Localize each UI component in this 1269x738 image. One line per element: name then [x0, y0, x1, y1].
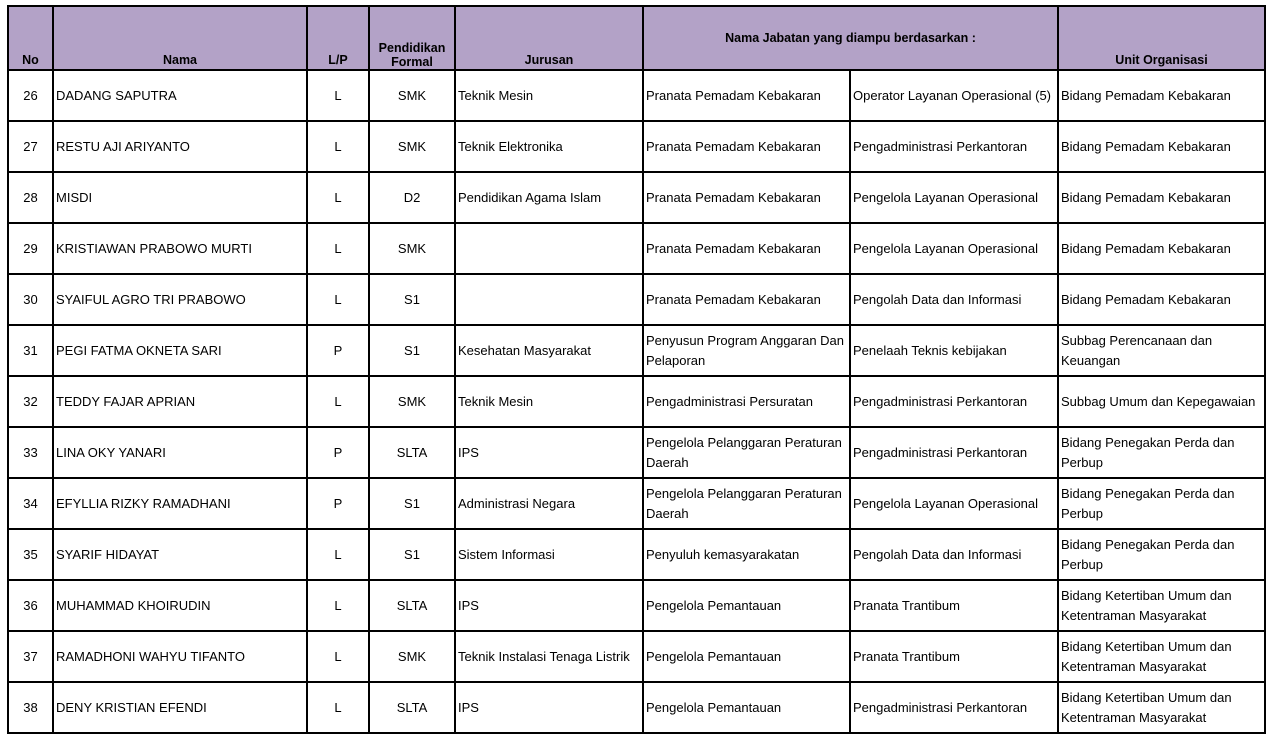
cell-jurusan: Pendidikan Agama Islam: [455, 172, 643, 223]
cell-jabatan-2: Pengolah Data dan Informasi: [850, 274, 1058, 325]
cell-lp: L: [307, 70, 369, 121]
table-row: [8, 682, 1265, 733]
cell-pendidikan: SMK: [369, 223, 455, 274]
cell-jabatan-1: Penyuluh kemasyarakatan: [643, 529, 850, 580]
cell-nama: SYARIF HIDAYAT: [53, 529, 307, 580]
cell-no: 30: [8, 274, 53, 325]
cell-lp: L: [307, 223, 369, 274]
cell-jabatan-1: Pranata Pemadam Kebakaran: [643, 70, 850, 121]
cell-jabatan-1: Pengelola Pelanggaran Peraturan Daerah: [643, 427, 850, 478]
cell-jabatan-2: Pranata Trantibum: [850, 631, 1058, 682]
cell-nama: PEGI FATMA OKNETA SARI: [53, 325, 307, 376]
cell-unit: Bidang Ketertiban Umum dan Ketentraman Masyarakat: [1058, 682, 1265, 733]
cell-jurusan: IPS: [455, 427, 643, 478]
cell-jabatan-2: Pengadministrasi Perkantoran: [850, 427, 1058, 478]
cell-jurusan: IPS: [455, 682, 643, 733]
header-nama: Nama: [53, 6, 307, 70]
cell-no: 31: [8, 325, 53, 376]
cell-jabatan-1: Pranata Pemadam Kebakaran: [643, 274, 850, 325]
table-row: [8, 121, 1265, 172]
cell-jabatan-2: Pengadministrasi Perkantoran: [850, 121, 1058, 172]
header-pendidikan: [369, 6, 455, 70]
cell-unit: Bidang Pemadam Kebakaran: [1058, 70, 1265, 121]
header-lp: L/P: [307, 6, 369, 70]
table-row: [8, 529, 1265, 580]
cell-nama: RESTU AJI ARIYANTO: [53, 121, 307, 172]
cell-no: 32: [8, 376, 53, 427]
cell-no: 29: [8, 223, 53, 274]
cell-pendidikan: S1: [369, 325, 455, 376]
table-row: [8, 580, 1265, 631]
cell-unit: Bidang Ketertiban Umum dan Ketentraman Masyarakat: [1058, 631, 1265, 682]
cell-unit: Subbag Perencanaan dan Keuangan: [1058, 325, 1265, 376]
cell-jabatan-2: Pengelola Layanan Operasional: [850, 478, 1058, 529]
cell-jabatan-1: Pranata Pemadam Kebakaran: [643, 172, 850, 223]
cell-pendidikan: S1: [369, 529, 455, 580]
cell-jurusan: Sistem Informasi: [455, 529, 643, 580]
cell-jurusan: IPS: [455, 580, 643, 631]
cell-pendidikan: S1: [369, 478, 455, 529]
cell-unit: Bidang Ketertiban Umum dan Ketentraman Masyarakat: [1058, 580, 1265, 631]
cell-jabatan-2: Operator Layanan Operasional (5): [850, 70, 1058, 121]
table-body: [8, 70, 1265, 733]
cell-jurusan: Administrasi Negara: [455, 478, 643, 529]
cell-jabatan-2: Pengelola Layanan Operasional: [850, 223, 1058, 274]
cell-jabatan-1: Pengadministrasi Persuratan: [643, 376, 850, 427]
cell-jabatan-1: Pranata Pemadam Kebakaran: [643, 223, 850, 274]
cell-nama: MISDI: [53, 172, 307, 223]
cell-pendidikan: SLTA: [369, 427, 455, 478]
table-row: [8, 70, 1265, 121]
table-row: [8, 478, 1265, 529]
table-row: [8, 325, 1265, 376]
cell-jabatan-2: Pengolah Data dan Informasi: [850, 529, 1058, 580]
cell-pendidikan: SMK: [369, 631, 455, 682]
cell-no: 35: [8, 529, 53, 580]
header-no: No: [8, 6, 53, 70]
cell-jabatan-2: Pengadministrasi Perkantoran: [850, 682, 1058, 733]
cell-jabatan-2: Pengelola Layanan Operasional: [850, 172, 1058, 223]
cell-no: 28: [8, 172, 53, 223]
table-header: [8, 6, 1265, 70]
cell-lp: L: [307, 682, 369, 733]
cell-no: 27: [8, 121, 53, 172]
cell-pendidikan: SMK: [369, 376, 455, 427]
cell-no: 34: [8, 478, 53, 529]
cell-lp: L: [307, 580, 369, 631]
cell-jurusan: Teknik Elektronika: [455, 121, 643, 172]
cell-jurusan: Teknik Mesin: [455, 70, 643, 121]
cell-jurusan: [455, 274, 643, 325]
cell-unit: Bidang Pemadam Kebakaran: [1058, 274, 1265, 325]
table-row: [8, 172, 1265, 223]
cell-unit: Bidang Penegakan Perda dan Perbup: [1058, 427, 1265, 478]
cell-jabatan-1: Pengelola Pelanggaran Peraturan Daerah: [643, 478, 850, 529]
cell-unit: Bidang Pemadam Kebakaran: [1058, 121, 1265, 172]
cell-no: 36: [8, 580, 53, 631]
cell-unit: Subbag Umum dan Kepegawaian: [1058, 376, 1265, 427]
cell-no: 37: [8, 631, 53, 682]
cell-jabatan-1: Penyusun Program Anggaran Dan Pelaporan: [643, 325, 850, 376]
cell-no: 33: [8, 427, 53, 478]
cell-jurusan: Teknik Instalasi Tenaga Listrik: [455, 631, 643, 682]
cell-lp: L: [307, 529, 369, 580]
employee-table: [7, 5, 1266, 734]
cell-pendidikan: SMK: [369, 121, 455, 172]
cell-nama: DADANG SAPUTRA: [53, 70, 307, 121]
cell-jabatan-2: Penelaah Teknis kebijakan: [850, 325, 1058, 376]
cell-nama: LINA OKY YANARI: [53, 427, 307, 478]
cell-nama: KRISTIAWAN PRABOWO MURTI: [53, 223, 307, 274]
table-row: [8, 427, 1265, 478]
header-jurusan: Jurusan: [455, 6, 643, 70]
cell-lp: L: [307, 376, 369, 427]
cell-lp: L: [307, 172, 369, 223]
cell-unit: Bidang Penegakan Perda dan Perbup: [1058, 529, 1265, 580]
cell-nama: DENY KRISTIAN EFENDI: [53, 682, 307, 733]
cell-lp: P: [307, 478, 369, 529]
cell-unit: Bidang Pemadam Kebakaran: [1058, 172, 1265, 223]
cell-pendidikan: SLTA: [369, 682, 455, 733]
cell-jurusan: Teknik Mesin: [455, 376, 643, 427]
cell-jurusan: Kesehatan Masyarakat: [455, 325, 643, 376]
cell-jabatan-1: Pranata Pemadam Kebakaran: [643, 121, 850, 172]
table-row: [8, 631, 1265, 682]
cell-pendidikan: D2: [369, 172, 455, 223]
cell-jabatan-1: Pengelola Pemantauan: [643, 580, 850, 631]
cell-jabatan-2: Pengadministrasi Perkantoran: [850, 376, 1058, 427]
cell-lp: L: [307, 121, 369, 172]
cell-jurusan: [455, 223, 643, 274]
cell-no: 26: [8, 70, 53, 121]
cell-unit: Bidang Pemadam Kebakaran: [1058, 223, 1265, 274]
cell-unit: Bidang Penegakan Perda dan Perbup: [1058, 478, 1265, 529]
cell-lp: L: [307, 631, 369, 682]
cell-pendidikan: SLTA: [369, 580, 455, 631]
cell-no: 38: [8, 682, 53, 733]
cell-nama: TEDDY FAJAR APRIAN: [53, 376, 307, 427]
cell-jabatan-1: Pengelola Pemantauan: [643, 631, 850, 682]
table-row: [8, 274, 1265, 325]
table-row: [8, 376, 1265, 427]
cell-nama: SYAIFUL AGRO TRI PRABOWO: [53, 274, 307, 325]
table-row: [8, 223, 1265, 274]
cell-nama: EFYLLIA RIZKY RAMADHANI: [53, 478, 307, 529]
cell-nama: RAMADHONI WAHYU TIFANTO: [53, 631, 307, 682]
header-jabatan: Nama Jabatan yang diampu berdasarkan :: [643, 6, 1058, 70]
cell-lp: L: [307, 274, 369, 325]
cell-jabatan-2: Pranata Trantibum: [850, 580, 1058, 631]
cell-lp: P: [307, 325, 369, 376]
cell-nama: MUHAMMAD KHOIRUDIN: [53, 580, 307, 631]
cell-pendidikan: S1: [369, 274, 455, 325]
cell-lp: P: [307, 427, 369, 478]
header-unit: Unit Organisasi: [1058, 6, 1265, 70]
header-pendidikan-label: Pendidikan Formal: [378, 41, 446, 67]
cell-jabatan-1: Pengelola Pemantauan: [643, 682, 850, 733]
cell-pendidikan: SMK: [369, 70, 455, 121]
